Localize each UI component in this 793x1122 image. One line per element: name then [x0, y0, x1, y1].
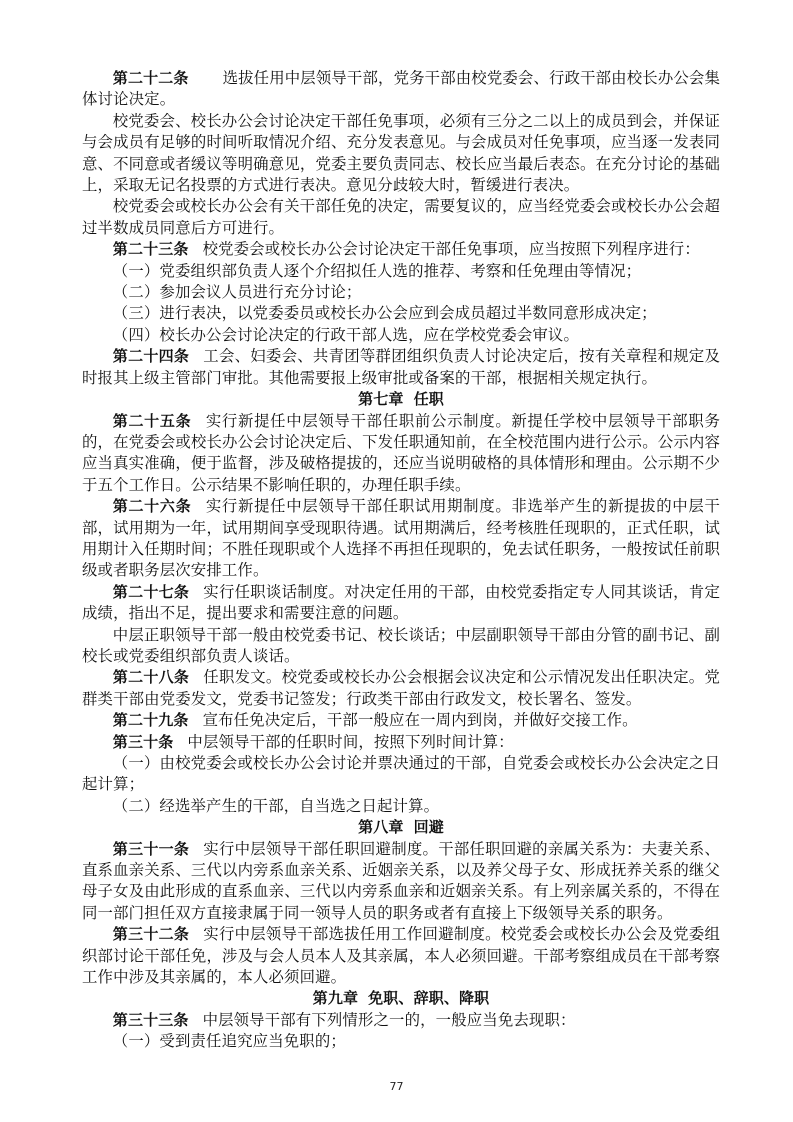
- article-23: [82, 239, 720, 260]
- list-item: （二）经选举产生的干部，自当选之日起计算。: [112, 796, 440, 815]
- list-item: （一）党委组织部负责人逐个介绍拟任人选的推荐、考察和任免理由等情况；: [112, 261, 642, 280]
- document-page: [82, 68, 720, 1053]
- article-33: [82, 1010, 720, 1031]
- article-number: 第二十九条: [112, 711, 189, 730]
- page-number: 77: [389, 1080, 404, 1093]
- list-item: （四）校长办公会讨论决定的行政干部人选，应在学校党委会审议。: [112, 325, 580, 344]
- article-text: 任职发文。校党委或校长办公会根据会议决定和公示情况发出任职决定。党群类干部由党委发文，党委书记签发；行政类干部由行政发文，校长署名、签发。: [82, 668, 720, 708]
- article-22: [82, 68, 720, 111]
- article-number: 第三十三条: [112, 1010, 189, 1029]
- article-text: 工会、妇委会、共青团等群团组织负责人讨论决定后，按有关章程和规定及时报其上级主管部门审批。其他需要报上级审批或备案的干部，根据相关规定执行。: [82, 347, 720, 387]
- chapter-number: 第八章: [358, 818, 404, 837]
- chapter-title: 回避: [413, 818, 444, 837]
- article-26: [82, 496, 720, 582]
- article-number: 第二十八条: [112, 668, 190, 687]
- article-24: [82, 346, 720, 389]
- article-25: [82, 411, 720, 497]
- chapter-title: 任职: [413, 390, 444, 409]
- article-29: [82, 710, 720, 731]
- article-number: 第三十二条: [112, 925, 190, 944]
- chapter-title: 免职、辞职、降职: [368, 989, 490, 1008]
- article-number: 第三十一条: [112, 839, 190, 858]
- chapter-heading: [82, 389, 720, 410]
- article-number: 第二十四条: [112, 347, 190, 366]
- article-text: 实行中层领导干部选拔任用工作回避制度。校党委会或校长办公会及党委组织部讨论干部任免，涉及与会人员本人及其亲属，本人必须回避。干部考察组成员在干部考察工作中涉及其亲属的，本人必须回避。: [82, 925, 720, 987]
- list-item: （一）受到责任追究应当免职的；: [112, 1032, 346, 1051]
- chapter-number: 第七章: [358, 390, 404, 409]
- article-text: 实行中层领导干部任职回避制度。干部任职回避的亲属关系为：夫妻关系、直系血亲关系、三代以内旁系血亲关系、近姻亲关系，以及养父母子女、形成抚养关系的继父母子女及由此形成的直系血亲、三代以内旁系血亲和近姻亲关系。有上列亲属关系的，不得在同一部门担任双方直接隶属于同一领导人员的职务或者有直接上下级领导关系的职务。: [82, 839, 720, 922]
- article-text: 实行新提任中层领导干部任职试用期制度。非选举产生的新提拔的中层干部，试用期为一年，试用期间享受现职待遇。试用期满后，经考核胜任现职的，正式任职，试用期计入任期时间；不胜任现职或个人选择不再担任现职的，免去试任职务，一般按试任前职级或者职务层次安排工作。: [82, 497, 720, 580]
- article-number: 第二十五条: [112, 411, 192, 430]
- article-number: 第三十条: [112, 732, 174, 751]
- article-30: [82, 732, 720, 753]
- chapter-heading: [82, 817, 720, 838]
- article-28: [82, 667, 720, 710]
- article-27: [82, 582, 720, 625]
- article-text: 选拔任用中层领导干部，党务干部由校党委会、行政干部由校长办公会集体讨论决定。: [82, 69, 720, 109]
- chapter-number: 第九章: [312, 989, 359, 1008]
- article-text: 宣布任免决定后，干部一般应在一周内到岗，并做好交接工作。: [202, 711, 638, 730]
- list-item: （三）进行表决，以党委委员或校长办公会应到会成员超过半数同意形成决定；: [112, 304, 657, 323]
- article-number: 第二十二条: [112, 69, 189, 87]
- article-text: 实行任职谈话制度。对决定任用的干部，由校党委指定专人同其谈话，肯定成绩，指出不足，提出要求和需要注意的问题。: [82, 582, 720, 623]
- paragraph: 校党委会或校长办公会有关干部任免的决定，需要复议的，应当经党委会或校长办公会超过半数成员同意后方可进行。: [82, 197, 720, 237]
- article-number: 第二十六条: [112, 497, 192, 516]
- article-text: 中层领导干部有下列情形之一的，一般应当免去现职：: [202, 1010, 576, 1029]
- article-number: 第二十七条: [112, 582, 190, 601]
- article-32: [82, 924, 720, 988]
- paragraph: 校党委会、校长办公会讨论决定干部任免事项，必须有三分之二以上的成员到会，并保证与会成员有足够的时间听取情况介绍、充分发表意见。与会成员对任免事项，应当逐一发表同意、不同意或者缓议等明确意见，党委主要负责同志、校长应当最后表态。在充分讨论的基础上，采取无记名投票的方式进行表决。意见分歧较大时，暂缓进行表决。: [82, 111, 720, 195]
- list-item: （二）参加会议人员进行充分讨论；: [112, 283, 362, 302]
- chapter-heading: [82, 988, 720, 1009]
- list-item: （一）由校党委会或校长办公会讨论并票决通过的干部，自党委会或校长办公会决定之日起计算；: [82, 754, 720, 794]
- article-text: 校党委会或校长办公会讨论决定干部任免事项，应当按照下列程序进行：: [202, 240, 700, 259]
- paragraph: 中层正职领导干部一般由校党委书记、校长谈话；中层副职领导干部由分管的副书记、副校长或党委组织部负责人谈话。: [82, 625, 720, 665]
- article-text: 实行新提任中层领导干部任职前公示制度。新提任学校中层领导干部职务的，在党委会或校长办公会讨论决定后、下发任职通知前，在全校范围内进行公示。公示内容应当真实准确，便于监督，涉及破格提拔的，还应当说明破格的具体情形和理由。公示期不少于五个工作日。公示结果不影响任职的，办理任职手续。: [82, 411, 720, 494]
- article-31: [82, 839, 720, 925]
- article-text: 中层领导干部的任职时间，按照下列时间计算：: [187, 732, 514, 751]
- article-number: 第二十三条: [112, 240, 189, 259]
